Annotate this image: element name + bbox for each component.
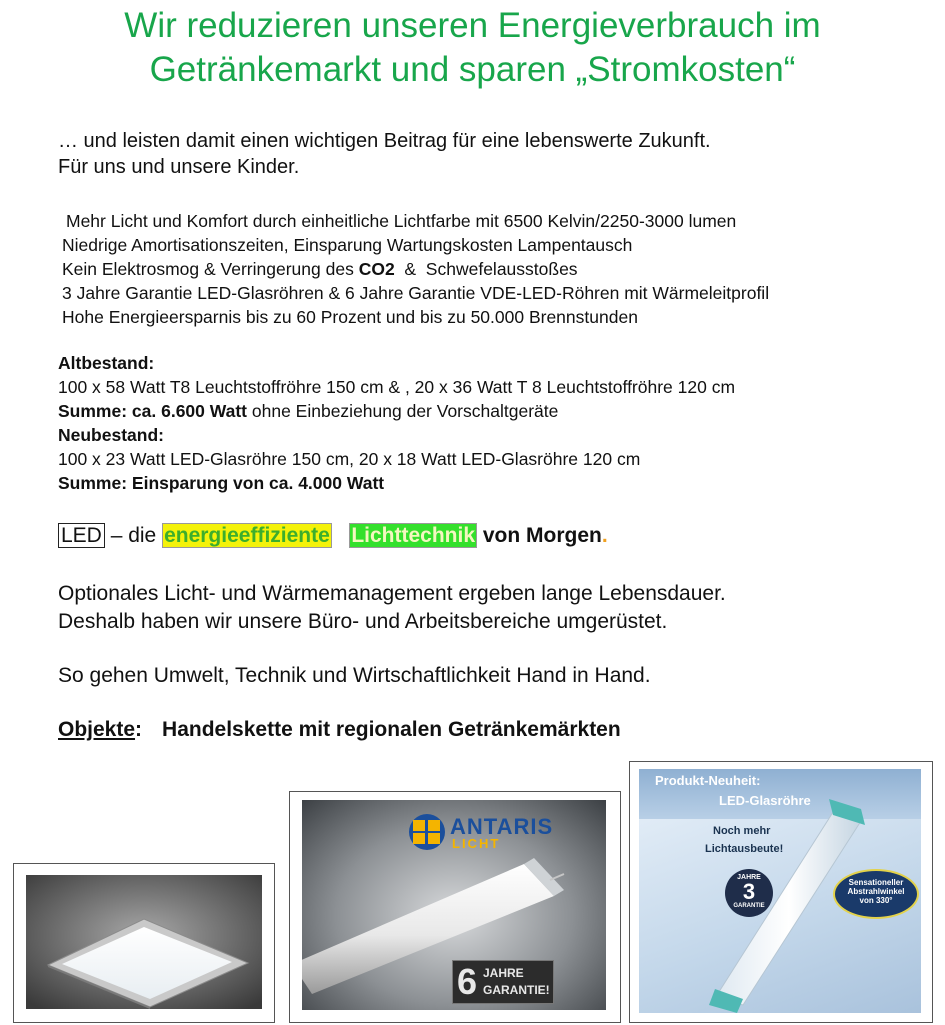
objects-line bbox=[58, 716, 621, 744]
alt-sum-bold: Summe: ca. 6.600 Watt bbox=[58, 401, 248, 421]
antaris-brand: ANTARIS bbox=[450, 814, 554, 839]
neu-sum: Summe: Einsparung von ca. 4.000 Watt bbox=[58, 473, 385, 493]
badge-top: JAHRE bbox=[737, 874, 761, 881]
intro-text bbox=[58, 128, 711, 180]
antaris-image bbox=[302, 800, 606, 1010]
objects-text: Handelskette mit regionalen Getränkemärkten bbox=[162, 718, 621, 741]
neu-line: 100 x 23 Watt LED-Glasröhre 150 cm, 20 x 18 Watt LED-Glasröhre 120 cm bbox=[58, 449, 641, 469]
alt-sum-rest: ohne Einbeziehung der Vorschaltgeräte bbox=[247, 401, 559, 421]
flyer-photo-frame bbox=[629, 761, 933, 1023]
highlight-energieeffiziente: energieeffiziente bbox=[164, 524, 330, 547]
inventory-section bbox=[58, 351, 735, 495]
feature-text: Kein Elektrosmog & Verringerung des bbox=[62, 259, 359, 279]
led-slogan bbox=[58, 522, 608, 550]
environment-paragraph: So gehen Umwelt, Technik und Wirtschaftlichkeit Hand in Hand. bbox=[58, 664, 651, 687]
antaris-photo-frame bbox=[289, 791, 621, 1023]
guarantee-number: 6 bbox=[457, 961, 478, 1002]
highlight-lichttechnik: Lichttechnik bbox=[351, 524, 475, 547]
feature-list bbox=[62, 209, 769, 329]
led-rest: von Morgen bbox=[477, 524, 602, 547]
intro-line-1: … und leisten damit einen wichtigen Beitrag für eine lebenswerte Zukunft. bbox=[58, 130, 711, 152]
flyer-heading-1: Produkt-Neuheit: bbox=[655, 773, 761, 788]
feature-item bbox=[62, 257, 769, 281]
flyer-more-2: Lichtausbeute! bbox=[705, 843, 784, 855]
feature-text: & Schwefelausstoßes bbox=[394, 259, 578, 279]
led-boxed-label: LED bbox=[58, 523, 105, 548]
title-line-1: Wir reduzieren unseren Energieverbrauch im bbox=[124, 6, 821, 45]
led-panel-image bbox=[26, 875, 262, 1009]
para-line-2: Deshalb haben wir unsere Büro- und Arbeitsbereiche umgerüstet. bbox=[58, 610, 668, 633]
angle-line-3: von 330° bbox=[859, 896, 893, 905]
angle-line-1: Sensationeller bbox=[848, 878, 904, 887]
objects-colon: : bbox=[135, 718, 143, 741]
angle-badge bbox=[833, 869, 919, 919]
guarantee-text-2: GARANTIE! bbox=[483, 983, 550, 997]
neu-heading: Neubestand: bbox=[58, 425, 164, 445]
alt-heading: Altbestand: bbox=[58, 353, 155, 373]
flyer-more-1: Noch mehr bbox=[713, 825, 771, 837]
para-line-1: Optionales Licht- und Wärmemanagement ergeben lange Lebensdauer. bbox=[58, 582, 726, 605]
led-dot: . bbox=[601, 524, 608, 547]
feature-item: Niedrige Amortisationszeiten, Einsparung Wartungskosten Lampentausch bbox=[62, 235, 633, 255]
management-paragraph bbox=[58, 580, 726, 636]
alt-sum bbox=[58, 399, 735, 423]
guarantee-badge bbox=[452, 960, 554, 1004]
guarantee-text-1: JAHRE bbox=[483, 966, 524, 980]
feature-item: 3 Jahre Garantie LED-Glasröhren & 6 Jahre Garantie VDE-LED-Röhren mit Wärmeleitprofil bbox=[62, 283, 770, 303]
alt-line: 100 x 58 Watt T8 Leuchtstoffröhre 150 cm & , 20 x 36 Watt T 8 Leuchtstoffröhre 120 cm bbox=[58, 377, 736, 397]
objects-label: Objekte bbox=[58, 718, 136, 741]
antaris-sub: LICHT bbox=[452, 836, 501, 851]
product-flyer-image bbox=[639, 769, 921, 1013]
badge-number: 3 bbox=[742, 879, 756, 904]
warranty-badge bbox=[725, 869, 773, 917]
feature-item: Hohe Energieersparnis bis zu 60 Prozent und bis zu 50.000 Brennstunden bbox=[62, 307, 638, 327]
feature-item: Mehr Licht und Komfort durch einheitliche Lichtfarbe mit 6500 Kelvin/2250-3000 lumen bbox=[66, 211, 737, 231]
panel-photo-frame bbox=[13, 863, 275, 1023]
badge-bottom: GARANTIE bbox=[733, 903, 765, 909]
led-dash: – die bbox=[104, 524, 163, 547]
flyer-heading-2: LED-Glasröhre bbox=[719, 793, 811, 808]
intro-line-2: Für uns und unsere Kinder. bbox=[58, 156, 300, 178]
title-line-2: Getränkemarkt und sparen „Stromkosten“ bbox=[149, 50, 796, 89]
page-title bbox=[0, 4, 945, 92]
angle-line-2: Abstrahlwinkel bbox=[847, 887, 905, 896]
co2-label: CO2 bbox=[358, 259, 395, 279]
